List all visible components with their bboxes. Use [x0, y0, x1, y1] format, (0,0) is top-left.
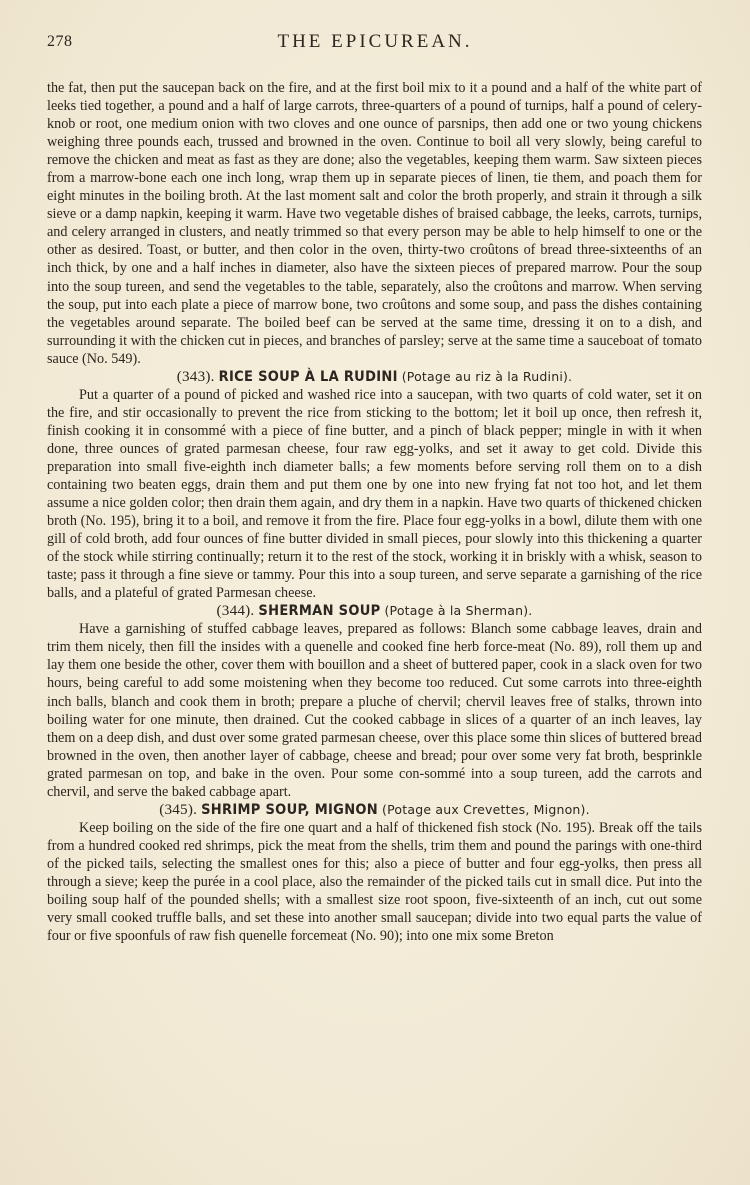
page-number: 278 [47, 33, 73, 50]
continuation-paragraph: the fat, then put the saucepan back on the fire, and at the first boil mix to it a pound and a half of the white part of leeks tied together, a pound and a half of large carrots, three-quarters of a pound of turnips, half a pound of celery-knob or root, one medium onion with two cloves and one ounce of parsnips, then add one or two young chickens weighing three pounds each, trussed and browned in the oven. Continue to boil all very slowly, being careful to remove the chicken and meat as fast as they are done; also the vegetables, keeping them warm. Saw sixteen pieces from a marrow-bone each one inch long, wrap them up in separate pieces of linen, tie them, and poach them for eight minutes in the boiling broth. At the last moment salt and color the broth properly, and strain it through a silk sieve or a damp napkin, keeping it warm. Have two vegetable dishes of braised cabbage, the leeks, carrots, turnips, and celery arranged in clusters, and neatly trimmed so that every person may be able to help himself to one or the other as desired. Toast, or butter, and then color in the oven, thirty-two croûtons of bread three-sixteenths of an inch thick, by one and a half inches in diameter, also have the sixteen pieces of prepared marrow. Pour the soup into the soup tureen, and send the vegetables to the table, separately, also the croûtons and marrow. When serving the soup, put into each plate a piece of marrow bone, two croûtons and some soup, and pass the dishes containing the vegetables around separate. The boiled beef can be served at the same time, dressing it on to a dish, and surrounding it with the chicken cut in pieces, and branches of parsley; serve at the same time a sauceboat of tomato sauce (No. 549). [47, 80, 702, 367]
recipe-title: SHERMAN SOUP [258, 603, 381, 620]
running-head: THE EPICUREAN. [277, 31, 473, 52]
recipe-title: SHRIMP SOUP, MIGNON [201, 801, 379, 818]
recipe-heading-343 [47, 368, 702, 386]
recipe-paragraph-345: Keep boiling on the side of the fire one quart and a half of thickened fish stock (No. 195). Break off the tails from a hundred cooked red shrimps, pick the meat from the shells, trim them and pound the parings with one-third of the picked tails, selecting the smallest ones for this; also a piece of butter and four egg-yolks, then press all through a sieve; keep the purée in a cool place, also the remainder of the picked tails cut in small dice. Put into the boiling soup half of the pounded shells; with a smallest size root spoon, five-sixteenth of an inch, cut out some very small cooked truffle balls, and set these into another small saucepan; divide into two equal parts the value of four or five spoonfuls of raw fish quenelle forcemeat (No. 90); into one mix some Breton [47, 819, 702, 945]
recipe-french-title: (Potage au riz à la Rudini). [401, 368, 573, 384]
recipe-heading-345 [47, 801, 702, 819]
recipe-french-title: (Potage aux Crevettes, Mignon). [382, 801, 590, 817]
page-body [47, 79, 702, 945]
recipe-number: (343). [176, 367, 215, 385]
recipe-paragraph-343: Put a quarter of a pound of picked and washed rice into a saucepan, with two quarts of cold water, set it on the fire, and stir occasionally to prevent the rice from sticking to the bottom; let it boil up once, then refresh it, finish cooking it in consommé with a piece of fine butter, and a pinch of black pepper; mingle in with it when done, three ounces of grated parmesan cheese, four raw egg-yolks, and set it away to get cold. Divide this preparation into small five-eighth inch diameter balls; a few moments before serving roll them on to a dish containing two beaten eggs, drain them and put them one by one into new frying fat not too hot, and let them assume a nice golden color; then drain them again, and dry them in a napkin. Have two quarts of thickened chicken broth (No. 195), bring it to a boil, and remove it from the fire. Place four egg-yolks in a bowl, dilute them with one gill of cold broth, add four ounces of fine butter divided in small pieces, pour slowly into this thickening a quarter of the stock while stirring continually; return it to the rest of the stock, working it in briskly with a whisk, season to taste; pass it through a fine sieve or tammy. Pour this into a soup tureen, and serve separate a garnishing of the rice balls, and a plateful of grated Parmesan cheese. [47, 386, 702, 602]
page-header [47, 33, 703, 57]
recipe-heading-344 [47, 602, 702, 620]
recipe-number: (344). [216, 602, 255, 620]
recipe-paragraph-344: Have a garnishing of stuffed cabbage leaves, prepared as follows: Blanch some cabbage leaves, drain and trim them nicely, then fill the insides with a quenelle and cooked fine herb force-meat (No. 89), roll them up and lay them one beside the other, cover them with bouillon and a sheet of buttered paper, cook in a slack oven for two hours, being careful to add some moistening when they become too reduced. Cut some carrots into three-eighth inch balls, blanch and cook them in broth; prepare a pluche of chervil; chervil leaves free of stalks, thrown into boiling water for one minute, then drained. Cut the cooked cabbage in slices of a quarter of an inch leaves, lay them on a deep dish, and dust over some grated parmesan cheese, over this place some thin slices of buttered bread browned in the oven, then another layer of cabbage, cheese and bread; pour over some very fat broth, besprinkle grated parmesan on top, and bake in the oven. Pour some con-sommé into a soup tureen, add the carrots and chervil, and serve the baked cabbage apart. [47, 621, 702, 800]
recipe-number: (345). [159, 800, 198, 818]
recipe-french-title: (Potage à la Sherman). [384, 603, 533, 619]
recipe-title: RICE SOUP À LA RUDINI [218, 368, 398, 385]
